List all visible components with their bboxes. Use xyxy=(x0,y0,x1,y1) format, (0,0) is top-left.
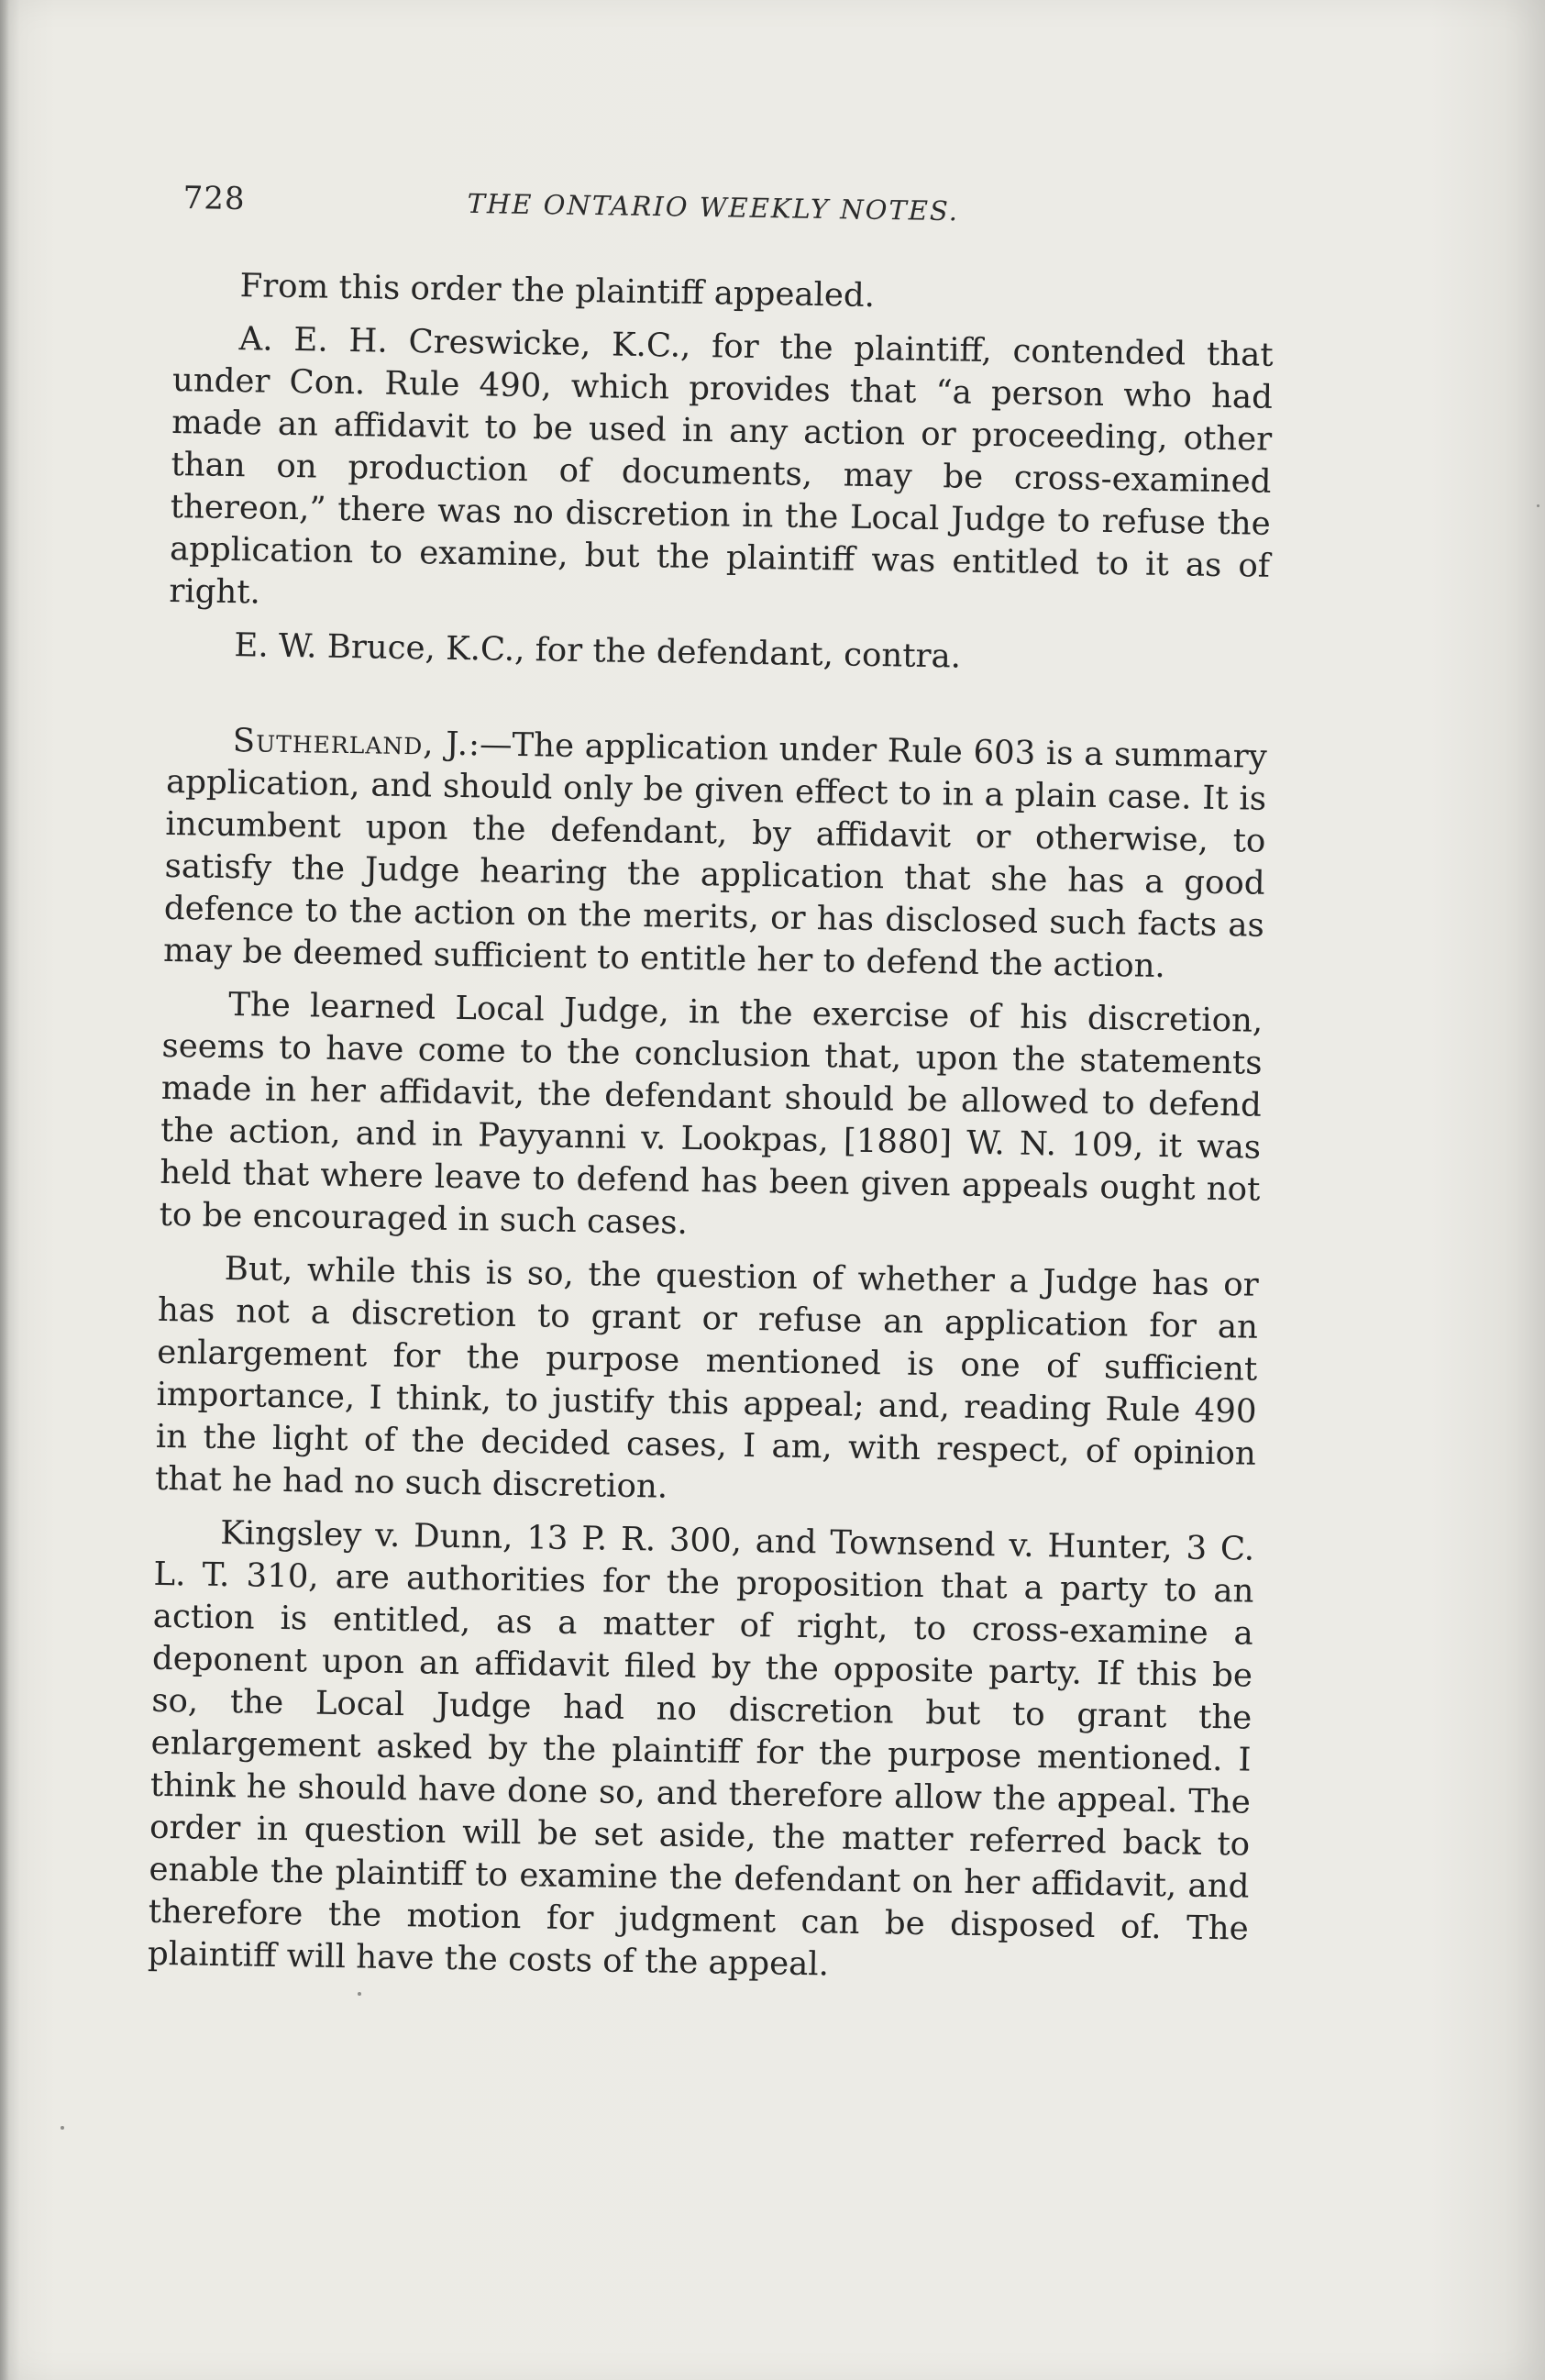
paragraph-defendant-counsel: E. W. Bruce, K.C., for the defendant, contra. xyxy=(234,626,962,676)
judgment-opening-text: :—The application under Rule 603 is a summary application, and should only be given effect to in a plain case. It is incumbent upon the defendant, by affidavit or otherwise, to satisfy the Judge hearing the application that she has a good defence to the action on the merits, or has disclosed such facts as may be deemed sufficient to entitle her to defend the action. xyxy=(162,725,1268,986)
journal-title: THE ONTARIO WEEKLY NOTES. xyxy=(467,187,960,227)
paragraph-local-judge: The learned Local Judge, in the exercise of his discretion, seems to have come to the conclusion that, upon the statements made in her affidavit, the defendant should be allowed to defend the action, and in Payyanni v. Lookpas, [1880] W. N. 109, it was held that where leave to defend has been given appeals ought not to be encouraged in such cases. xyxy=(159,986,1264,1242)
paragraph-appeal-statement: From this order the plaintiff appealed. xyxy=(239,267,876,315)
paper-speck xyxy=(61,2126,64,2130)
paper-speck xyxy=(1537,504,1539,507)
paragraph-discretion: But, while this is so, the question of whether a Judge has or has not a discretion to grant or refuse an application for an enlargement for the purpose mentioned is one of sufficient importance, I think, to justify this appeal; and, reading Rule 490 in the light of the decided cases, I am, with respect, of opinion that he had no such discretion. xyxy=(154,1249,1259,1506)
paper-speck xyxy=(358,1992,361,1996)
judge-name: Sutherland, J. xyxy=(232,722,469,764)
body-text xyxy=(148,264,1275,2004)
paragraph-plaintiff-counsel: A. E. H. Creswicke, K.C., for the plaintiff, contended that under Con. Rule 490, which provides that “a person who had made an affidavit to be used in any action or proceeding, other than on production of documents, may be cross-examined thereon,” there was no discretion in the Local Judge to refuse the application to examine, but the plaintiff was entitled to it as of right. xyxy=(169,320,1274,612)
running-head xyxy=(182,180,1009,248)
paragraph-authorities: Kingsley v. Dunn, 13 P. R. 300, and Townsend v. Hunter, 3 C. L. T. 310, are authorities for the proposition that a party to an action is entitled, as a matter of right, to cross-examine a deponent upon an affidavit filed by the opposite party. If this be so, the Local Judge had no discretion but to grant the enlargement asked by the plaintiff for the purpose mentioned. I think he should have done so, and therefore allow the appeal. The order in question will be set aside, the matter referred back to enable the plaintiff to examine the defendant on her affidavit, and therefore the motion for judgment can be disposed of. The plaintiff will have the costs of the appeal. xyxy=(147,1513,1255,1984)
page-number: 728 xyxy=(182,180,246,218)
paragraph-judgment-opening xyxy=(163,719,1267,990)
spine-shadow xyxy=(0,0,9,2380)
